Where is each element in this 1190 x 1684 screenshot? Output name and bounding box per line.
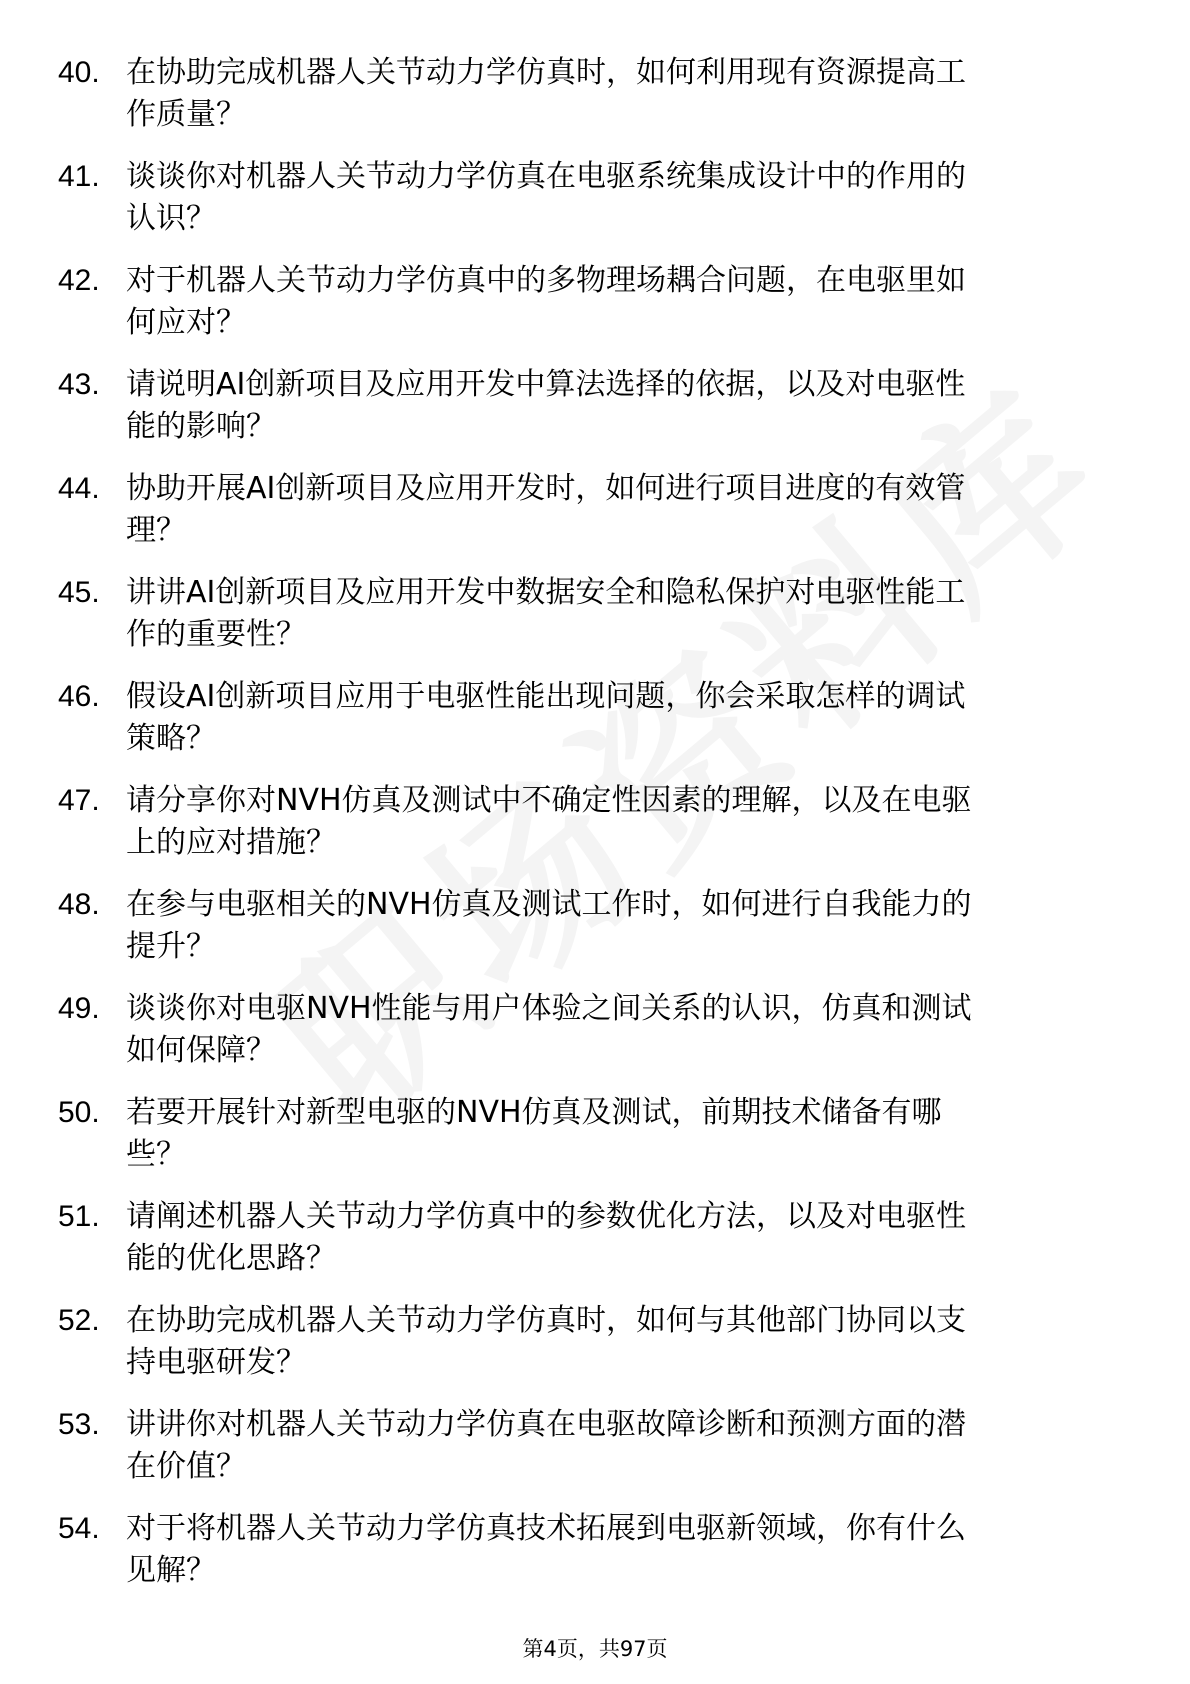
list-item: [58, 572, 1118, 676]
question-number: 46.: [58, 680, 100, 713]
list-item: [58, 1300, 1118, 1404]
list-item: [58, 676, 1118, 780]
question-number: 40.: [58, 56, 100, 89]
list-item: [58, 1404, 1118, 1508]
list-item: [58, 884, 1118, 988]
list-item: [58, 52, 1118, 156]
list-item: [58, 364, 1118, 468]
question-text: 在协助完成机器人关节动力学仿真时，如何利用现有资源提高工 作质量？: [126, 55, 966, 132]
question-number: 42.: [58, 264, 100, 297]
page-footer: 第4页，共97页: [522, 1637, 668, 1661]
list-item: [58, 156, 1118, 260]
question-number: 44.: [58, 472, 100, 505]
question-text: 谈谈你对电驱NVH性能与用户体验之间关系的认识，仿真和测试 如何保障？: [126, 991, 972, 1068]
question-number: 53.: [58, 1408, 100, 1441]
question-text: 请阐述机器人关节动力学仿真中的参数优化方法，以及对电驱性 能的优化思路？: [126, 1199, 966, 1276]
list-item: [58, 1092, 1118, 1196]
question-text: 讲讲AI创新项目及应用开发中数据安全和隐私保护对电驱性能工 作的重要性？: [126, 575, 966, 652]
question-text: 假设AI创新项目应用于电驱性能出现问题，你会采取怎样的调试 策略？: [126, 679, 966, 756]
question-number: 45.: [58, 576, 100, 609]
question-text: 谈谈你对机器人关节动力学仿真在电驱系统集成设计中的作用的 认识？: [126, 159, 966, 236]
list-item: [58, 468, 1118, 572]
question-text: 对于机器人关节动力学仿真中的多物理场耦合问题，在电驱里如 何应对？: [126, 263, 966, 340]
question-list: [58, 52, 1118, 1612]
question-number: 43.: [58, 368, 100, 401]
question-number: 48.: [58, 888, 100, 921]
question-text: 若要开展针对新型电驱的NVH仿真及测试，前期技术储备有哪 些？: [126, 1095, 942, 1172]
list-item: [58, 1508, 1118, 1612]
question-number: 50.: [58, 1096, 100, 1129]
question-number: 54.: [58, 1512, 100, 1545]
list-item: [58, 780, 1118, 884]
question-number: 41.: [58, 160, 100, 193]
question-text: 请分享你对NVH仿真及测试中不确定性因素的理解，以及在电驱 上的应对措施？: [126, 783, 972, 860]
list-item: [58, 988, 1118, 1092]
question-number: 52.: [58, 1304, 100, 1337]
question-text: 讲讲你对机器人关节动力学仿真在电驱故障诊断和预测方面的潜 在价值？: [126, 1407, 966, 1484]
list-item: [58, 260, 1118, 364]
question-text: 请说明AI创新项目及应用开发中算法选择的依据，以及对电驱性 能的影响？: [126, 367, 966, 444]
question-text: 对于将机器人关节动力学仿真技术拓展到电驱新领域，你有什么 见解？: [126, 1511, 966, 1588]
question-number: 49.: [58, 992, 100, 1025]
list-item: [58, 1196, 1118, 1300]
question-number: 47.: [58, 784, 100, 817]
question-text: 在协助完成机器人关节动力学仿真时，如何与其他部门协同以支 持电驱研发？: [126, 1303, 966, 1380]
question-number: 51.: [58, 1200, 100, 1233]
question-text: 协助开展AI创新项目及应用开发时，如何进行项目进度的有效管 理？: [126, 471, 966, 548]
question-text: 在参与电驱相关的NVH仿真及测试工作时，如何进行自我能力的 提升？: [126, 887, 972, 964]
